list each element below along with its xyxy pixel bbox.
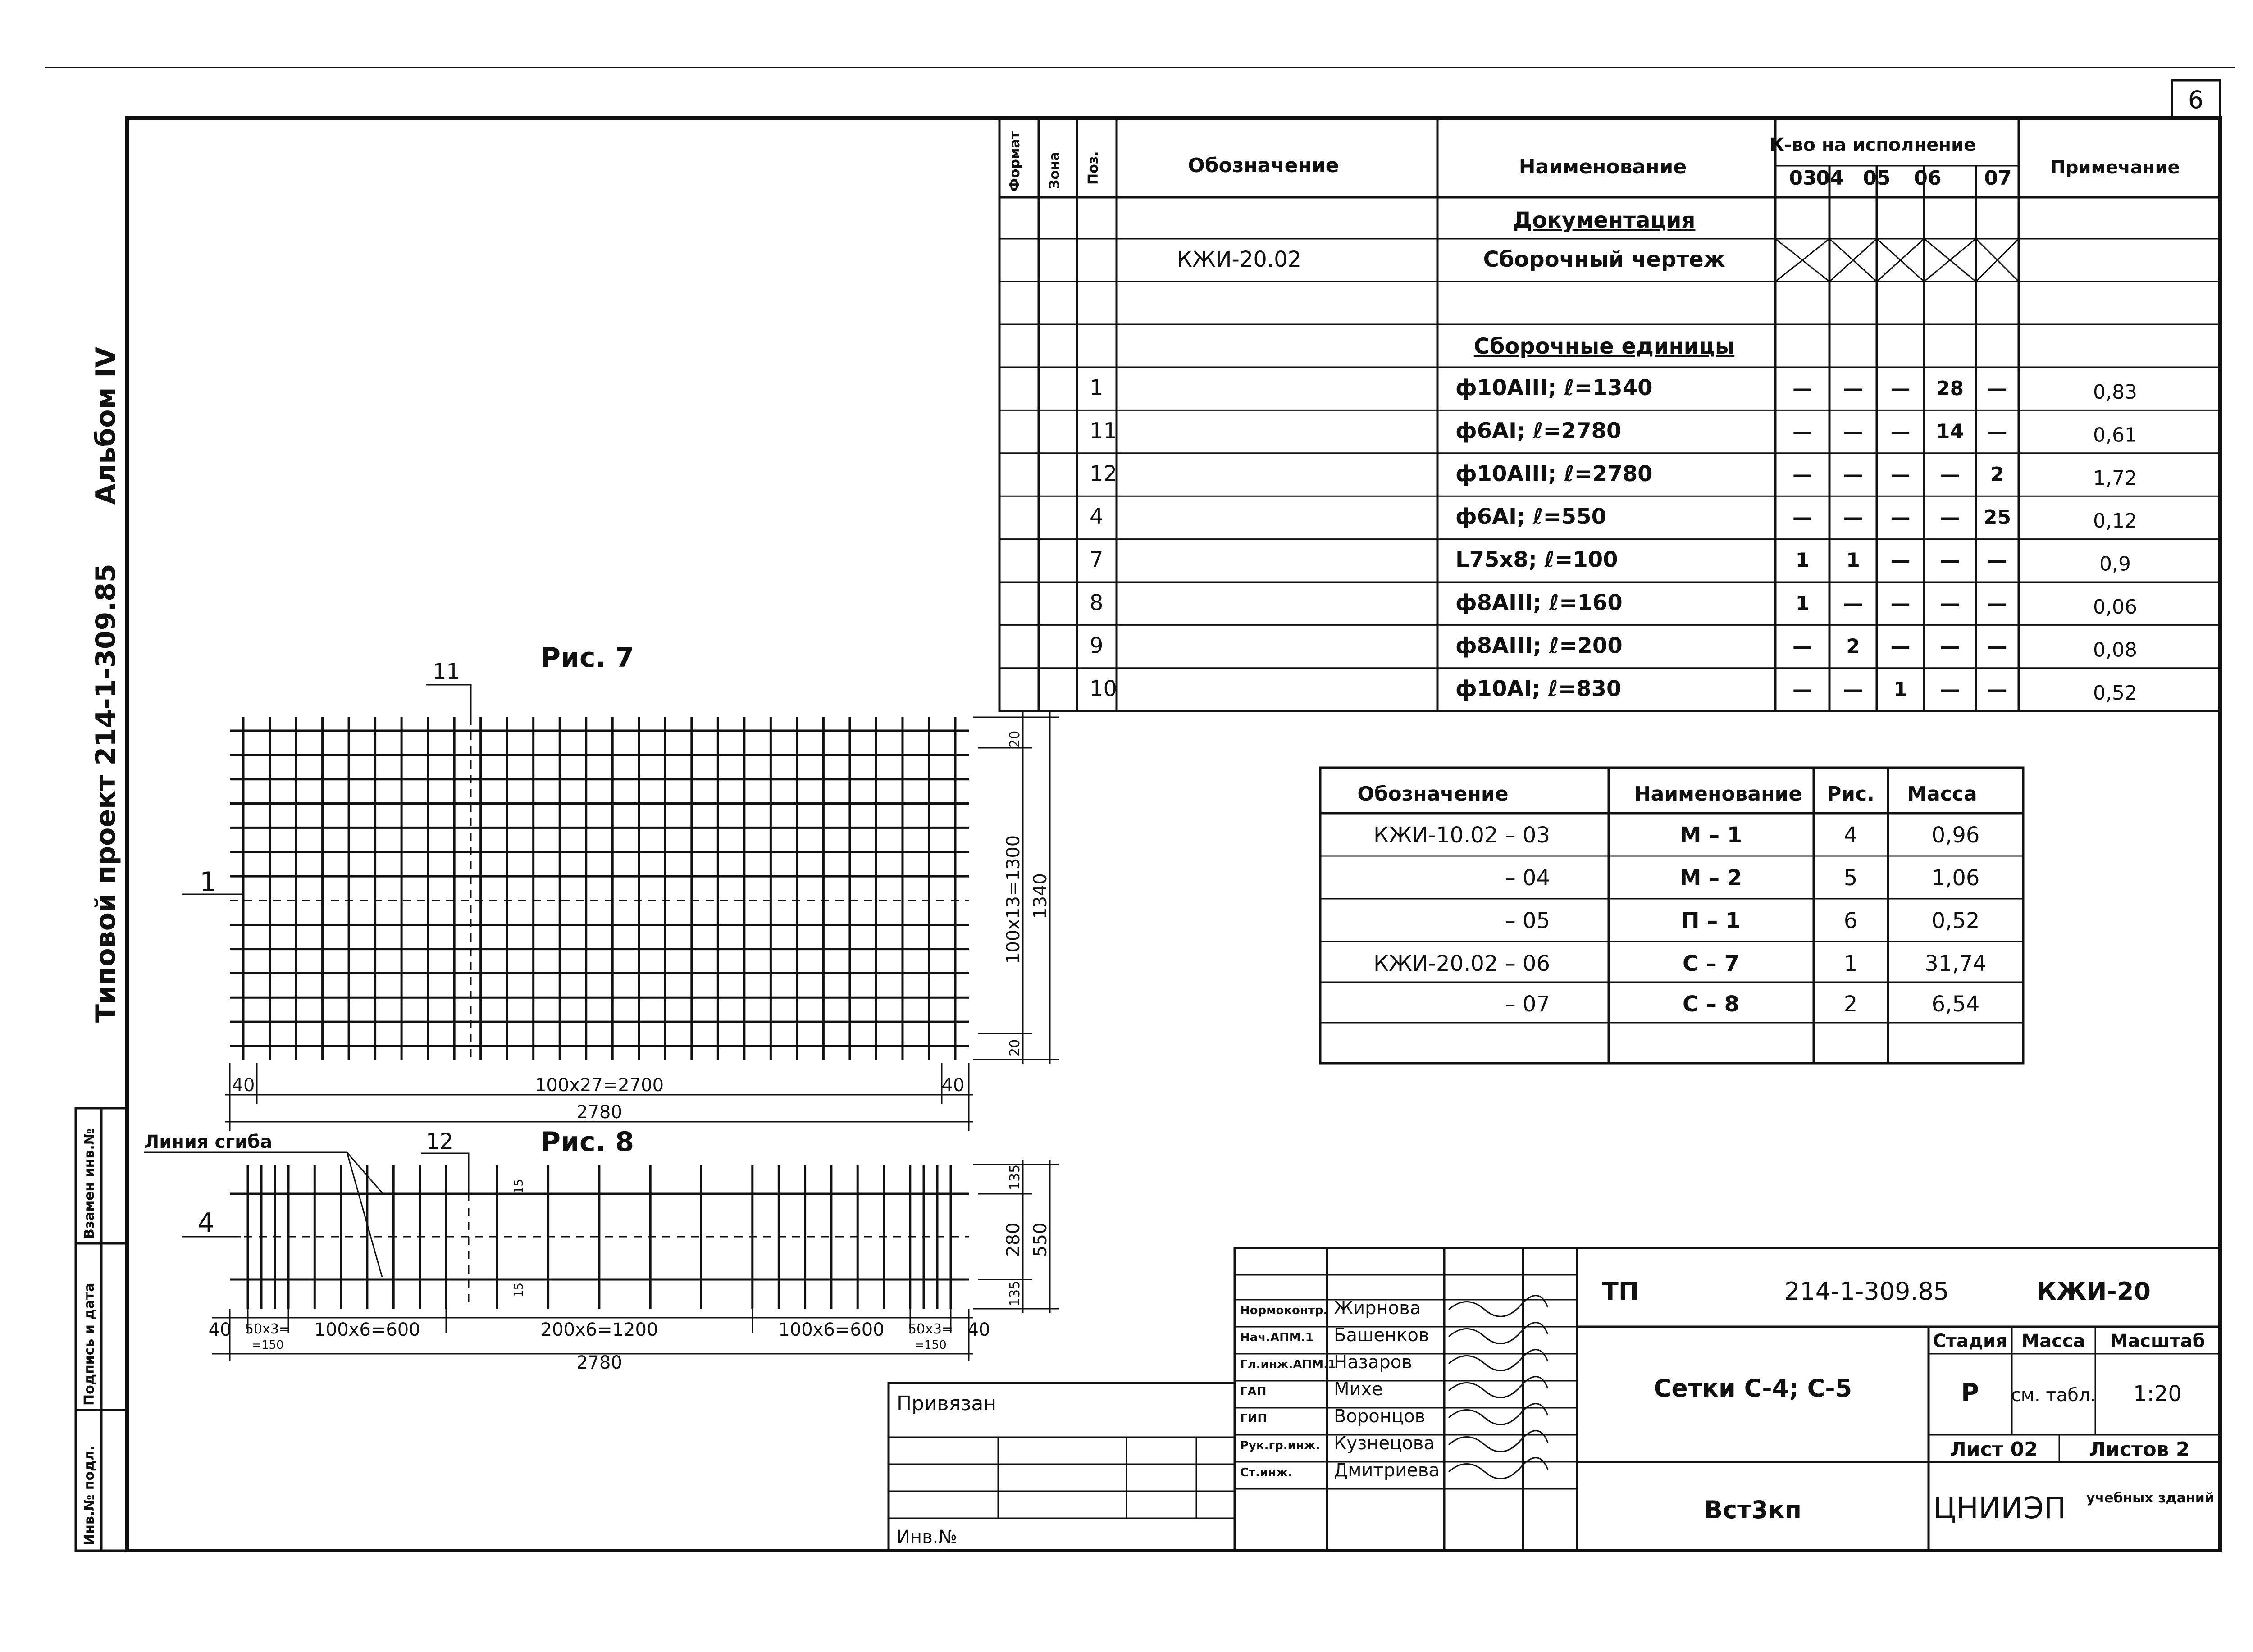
fig8-dim-right-mid: 280 [1003,1222,1024,1257]
org-name: ЦНИИЭП [1933,1491,2066,1525]
spec-row-qty: 1 [1893,678,1907,701]
spec-row-qty: — [1890,635,1911,658]
spec-row-qty: 14 [1936,420,1964,443]
mass-row-designation: КЖИ-20.02 – 06 [1373,951,1550,976]
mass-row-fig: 6 [1843,908,1858,933]
spec-row-qty: — [1843,592,1863,615]
spec-row-pos: 1 [1090,375,1104,400]
spec-header-qty: К-во на исполнение [1769,135,1976,155]
spec-row-qty: — [1792,377,1812,400]
spec-row [1090,504,2137,532]
fig7-pos-11: 11 [433,659,461,684]
fig7-dim-right-bottom: 20 [1007,1039,1023,1056]
spec-row-qty: 28 [1936,377,1964,400]
spec-row-qty: — [1843,377,1863,400]
spec-row-qty: — [1890,420,1911,443]
spec-row-qty: — [1792,635,1812,658]
spec-row-pos: 12 [1090,461,1117,487]
tp-label: ТП [1602,1277,1639,1306]
person-row [1240,1458,1548,1481]
spec-row-qty: — [1843,420,1863,443]
spec-row-qty: — [1890,592,1911,615]
inv-label: Инв.№ [897,1527,957,1547]
person-role: Нач.АПМ.1 [1240,1331,1313,1344]
spec-row-name: ф10АIII; ℓ=1340 [1455,375,1653,400]
signature-scribble [1449,1377,1548,1398]
mass-table [1320,768,2023,1063]
org-sub: учебных зданий [2086,1490,2214,1506]
spec-row-name: ф10АI; ℓ=830 [1455,676,1622,701]
spec-row-qty: — [1940,635,1960,658]
mass-row-designation: – 07 [1505,992,1550,1017]
mass-header: Масса [2021,1331,2085,1352]
stamp-signature-date: Подпись и дата [82,1283,97,1406]
fig8-dim-40-left: 40 [208,1320,232,1340]
fig8-bend-line-label: Линия сгиба [144,1132,273,1152]
fig8-caption: Рис. 8 [541,1126,634,1158]
mass-headers [1357,783,1977,806]
spec-row-qty: — [1890,463,1911,486]
person-role: Нормоконтр. [1240,1304,1328,1317]
fig7-mesh [230,717,969,1060]
drawing-title: Сетки С-4; С-5 [1653,1374,1852,1402]
mass-row-fig: 5 [1843,865,1858,891]
mass-row-name: С – 7 [1682,951,1740,976]
spec-row-name: ф8АIII; ℓ=160 [1455,590,1623,615]
person-role: Рук.гр.инж. [1240,1439,1320,1452]
fig7-pos-1: 1 [200,866,217,898]
spec-row-note: 0,61 [2093,423,2137,447]
scale-header: Масштаб [2110,1331,2205,1352]
fig8-dim-150-left: =150 [251,1338,284,1352]
spec-row-qty: — [1890,506,1911,529]
person-role: Ст.инж. [1240,1466,1292,1479]
spec-header-v06: 06 [1914,167,1942,190]
mass-row [1373,951,1987,976]
spec-row-qty: — [1940,463,1960,486]
spec-row-qty: — [1843,678,1863,701]
person-row [1240,1350,1548,1373]
spec-header-format: Формат [1007,131,1023,191]
side-stamp [76,1108,127,1551]
person-name: Михе [1334,1379,1383,1400]
fig7-dim-right-total: 1340 [1030,873,1051,919]
mass-row-designation: – 05 [1505,908,1550,933]
spec-row-qty: 1 [1795,592,1810,615]
spec-row-qty: — [1843,506,1863,529]
person-role: Гл.инж.АПМ.1 [1240,1358,1336,1371]
spec-row-qty: — [1940,678,1960,701]
mass-row-name: М – 1 [1679,823,1742,848]
spec-row-pos: 10 [1090,676,1117,701]
person-row [1240,1431,1548,1454]
spec-row-pos: 9 [1090,633,1104,659]
mass-header-fig: Рис. [1827,783,1874,806]
spec-header-note: Примечание [2050,157,2180,178]
spec-row [1090,461,2137,490]
fig8 [144,1126,1059,1373]
mass-row [1505,992,1980,1017]
signature-scribble [1449,1296,1548,1317]
spec-row-qty: — [1890,549,1911,572]
fig8-dim-150-right: =150 [914,1338,947,1352]
spec-row-pos: 4 [1090,504,1104,530]
people-rows [1240,1296,1548,1481]
person-name: Назаров [1334,1352,1412,1373]
stage-header: Стадия [1933,1331,2007,1352]
mass-row-fig: 4 [1843,823,1858,848]
stamp-original-inv: Инв.№ подл. [82,1445,97,1545]
person-name: Кузнецова [1334,1433,1435,1454]
mass-row-mass: 31,74 [1925,951,1987,976]
spec-row-qty: — [1987,678,2007,701]
fig8-dim-1200: 200х6=1200 [540,1320,658,1340]
fig8-pos-4: 4 [197,1207,215,1239]
drawing-frame [127,118,2220,1551]
mass-row-name: П – 1 [1681,908,1741,933]
signature-scribble [1449,1350,1548,1371]
mass-header-designation: Обозначение [1357,783,1509,806]
spec-row-qty: — [1890,377,1911,400]
person-role: ГАП [1240,1385,1267,1398]
person-name: Воронцов [1334,1406,1426,1427]
spec-row-qty: 2 [1846,635,1860,658]
mass-row-mass: 1,06 [1931,865,1980,891]
fig8-dim-right-bottom: 135 [1007,1280,1023,1306]
fig8-dim-15-top: 15 [512,1179,526,1194]
spec-row-note: 0,83 [2093,381,2137,404]
spec-row-qty: — [1987,592,2007,615]
spec-row-name: ф8АIII; ℓ=200 [1455,633,1623,659]
title-block [889,1248,2220,1551]
spec-row-note: 0,12 [2093,510,2137,533]
spec-row [1090,418,2137,446]
spec-header-v07: 07 [1984,167,2012,190]
spec-row-qty: — [1792,463,1812,486]
spec-assembly-heading: Сборочные единицы [1473,334,1735,359]
signature-scribble [1449,1323,1548,1344]
person-row [1240,1377,1548,1400]
project-title: Типовой проект 214-1-309.85 [90,564,122,1023]
fig8-dim-right-total: 550 [1030,1222,1051,1257]
mass-row-mass: 0,96 [1931,823,1980,848]
album-label: Альбом IV [90,346,122,505]
fig7-dim-left-edge: 40 [232,1075,255,1096]
mass-row-designation: – 04 [1505,865,1550,891]
spec-header-name: Наименование [1519,155,1687,178]
mass-row-mass: 6,54 [1931,992,1980,1017]
spec-row [1090,633,2137,661]
fig8-pos-12: 12 [426,1129,454,1154]
fig8-dim-right-top: 135 [1007,1164,1023,1190]
mass-row-mass: 0,52 [1931,908,1980,933]
spec-row-name: ф6АI; ℓ=2780 [1455,418,1622,444]
fig7-dim-bottom-total: 2780 [576,1102,622,1123]
mass-row-name: М – 2 [1679,865,1742,891]
fig8-bend-leader-2 [347,1152,382,1277]
spec-row-qty: — [1843,463,1863,486]
fig8-dim-total: 2780 [576,1352,622,1373]
fig8-dim-40-right: 40 [967,1320,990,1340]
spec-row-qty: — [1987,549,2007,572]
mass-row-fig: 2 [1843,992,1858,1017]
sheet-label: Лист 02 [1950,1438,2038,1461]
mass-row [1505,908,1980,933]
spec-row-note: 0,08 [2093,638,2137,662]
spec-row-name: L75х8; ℓ=100 [1455,547,1618,573]
mass-header-name: Наименование [1634,783,1802,806]
fig7-dim-right-top: 20 [1007,730,1023,748]
signature-scribble [1449,1404,1548,1425]
fig8-dim-50-left: 50х3= [245,1321,291,1337]
person-name: Жирнова [1334,1298,1421,1319]
attached-label: Привязан [897,1392,997,1415]
spec-row-qty: — [1940,506,1960,529]
spec-header-v04: 04 [1816,167,1844,190]
spec-row [1090,375,2137,404]
spec-documentation-heading: Документация [1513,208,1696,233]
drawing-code: КЖИ-20 [2037,1277,2151,1306]
mass-row [1505,865,1980,891]
scale-value: 1:20 [2133,1381,2182,1406]
spec-header-zone: Зона [1047,152,1063,189]
mass-value: см. табл. [2011,1385,2096,1406]
person-name: Башенков [1334,1325,1429,1346]
fig7-caption: Рис. 7 [541,642,634,674]
signature-scribble [1449,1431,1548,1452]
fig8-dim-600-right: 100х6=600 [778,1320,885,1340]
sheets-label: Листов 2 [2089,1438,2190,1461]
spec-row-qty: — [1940,549,1960,572]
spec-row-note: 1,72 [2093,466,2137,490]
spec-row-pos: 8 [1090,590,1104,615]
spec-doc-designation: КЖИ-20.02 [1177,247,1302,272]
fig8-dim-600-left: 100х6=600 [314,1320,420,1340]
spec-row-qty: 25 [1983,506,2011,529]
stage-value: Р [1961,1379,1979,1407]
person-name: Дмитриева [1334,1460,1440,1481]
sheet-number: 6 [2188,86,2204,114]
spec-header-designation: Обозначение [1188,154,1339,177]
fig8-mesh [230,1165,969,1309]
signature-scribble [1449,1458,1548,1479]
spec-row-qty: — [1987,635,2007,658]
mass-row-designation: КЖИ-10.02 – 03 [1373,823,1550,848]
spec-row-qty: 1 [1795,549,1810,572]
mass-rows [1373,823,1987,1017]
spec-row-qty: 1 [1846,549,1860,572]
person-row [1240,1404,1548,1427]
spec-row [1090,590,2137,619]
spec-doc-name: Сборочный чертеж [1483,247,1725,272]
person-row [1240,1323,1548,1346]
spec-row-name: ф10АIII; ℓ=2780 [1455,461,1653,487]
person-role: ГИП [1240,1412,1268,1425]
spec-row-qty: — [1987,420,2007,443]
spec-row-qty: — [1987,377,2007,400]
spec-row-qty: — [1792,420,1812,443]
fig7-dim-right-edge: 40 [941,1075,965,1096]
mass-row-name: С – 8 [1682,992,1740,1017]
spec-row-qty: — [1940,592,1960,615]
project-code: 214-1-309.85 [1784,1277,1949,1306]
fig7 [182,642,1059,1131]
spec-row-pos: 11 [1090,418,1117,444]
spec-header-pos: Поз. [1085,151,1101,185]
spec-header-v05: 05 [1863,167,1891,190]
stamp-replaced-inv: Взамен инв.№ [82,1129,97,1239]
fig7-pos-11-leader [426,685,471,721]
person-row [1240,1296,1548,1319]
material: Вст3кп [1704,1496,1801,1524]
mass-row-fig: 1 [1843,951,1858,976]
spec-row-note: 0,06 [2093,596,2137,619]
fig8-dim-15-bottom: 15 [512,1282,526,1297]
spec-row-qty: — [1792,678,1812,701]
mass-header-mass: Масса [1907,783,1977,806]
spec-row-note: 0,9 [2099,552,2131,576]
spec-row-qty: 2 [1990,463,2004,486]
spec-row-qty: — [1792,506,1812,529]
spec-row-pos: 7 [1090,547,1104,573]
spec-header-v03: 03 [1789,167,1817,190]
spec-row [1090,547,2131,576]
specification-table [999,118,2220,711]
fig8-dim-50-right: 50х3= [908,1321,953,1337]
fig7-dim-bottom-inner: 100х27=2700 [534,1075,664,1096]
fig7-dim-right-mid: 100х13=1300 [1003,835,1024,964]
spec-row-name: ф6АI; ℓ=550 [1455,504,1606,530]
spec-row [1090,676,2137,705]
spec-row-note: 0,52 [2093,681,2137,705]
spec-rows [1090,375,2137,705]
